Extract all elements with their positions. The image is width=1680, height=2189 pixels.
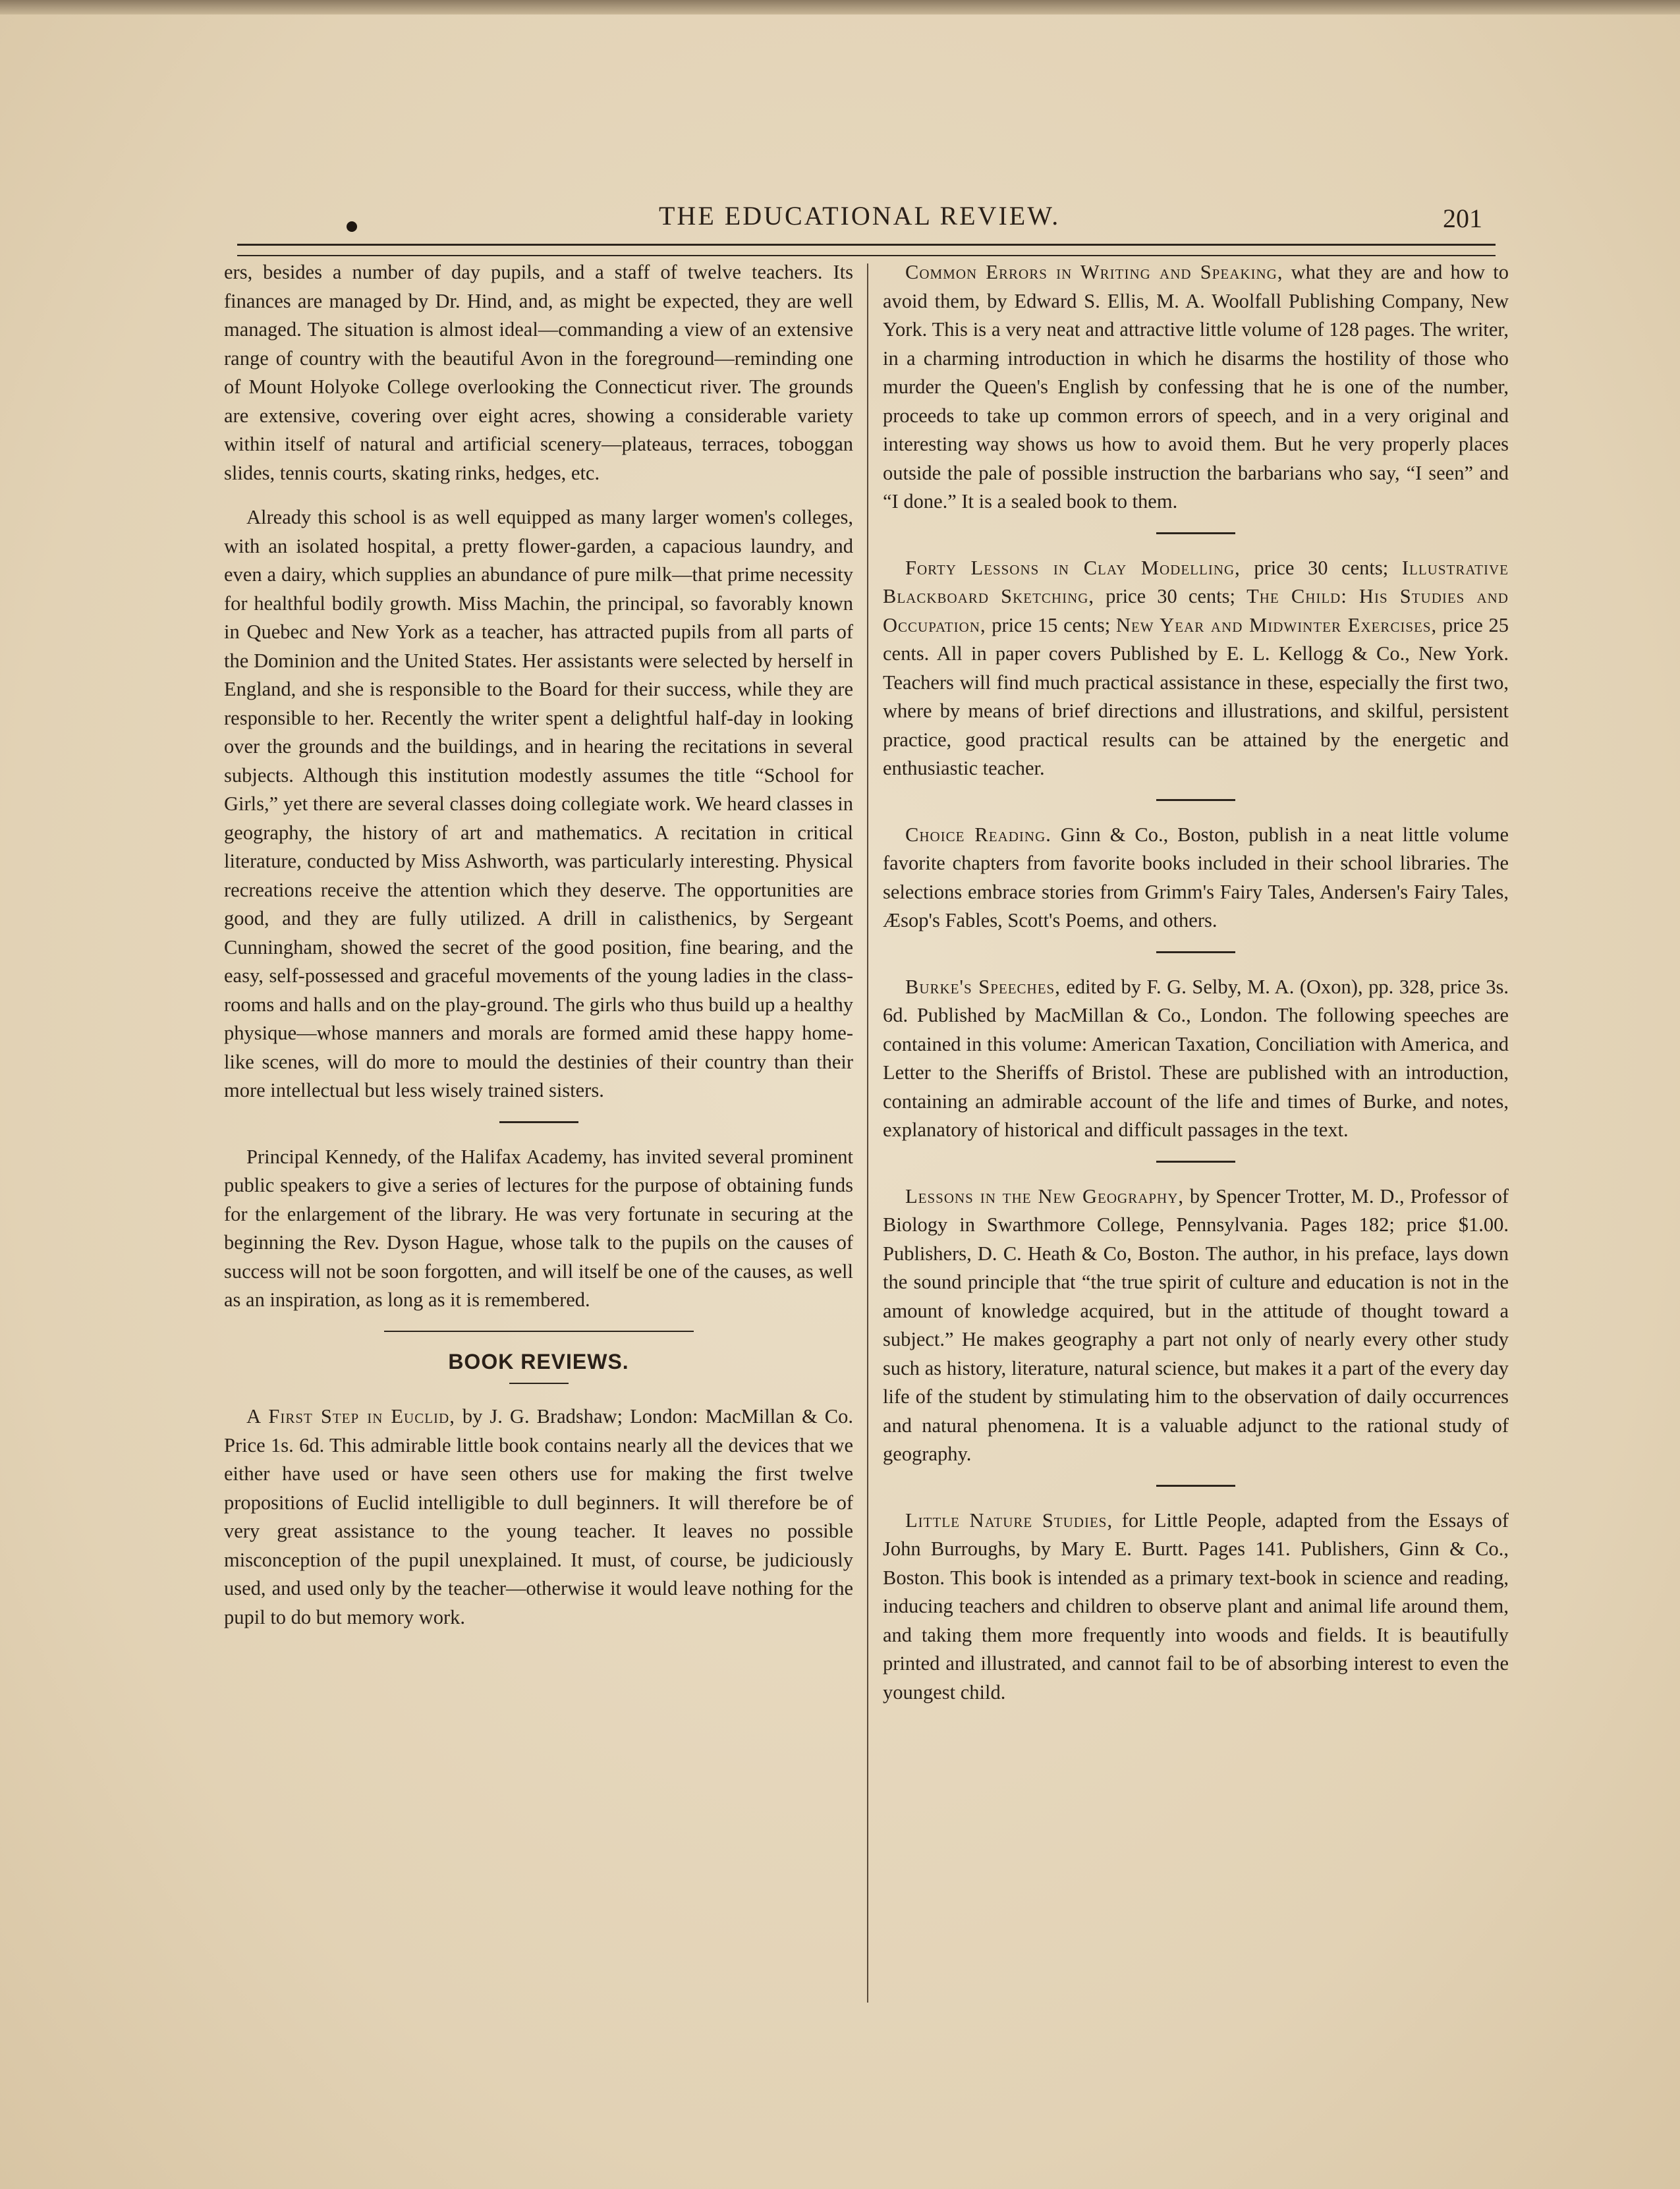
section-divider: [1156, 532, 1235, 534]
left-column: [224, 258, 853, 1648]
review-title: The Child: His Studies and Occupation,: [883, 585, 1509, 636]
ink-dot: [347, 221, 357, 232]
section-divider: [1156, 1485, 1235, 1487]
section-divider: [499, 1121, 578, 1123]
section-divider: [384, 1331, 694, 1332]
review-title: Common Errors in Writing and Speaking,: [905, 261, 1283, 283]
review-entry: [224, 1402, 853, 1632]
column-divider: [867, 263, 868, 2003]
review-title: Forty Lessons in Clay Modelling,: [905, 556, 1241, 579]
review-title: A First Step in Euclid,: [246, 1405, 455, 1427]
section-divider: [1156, 799, 1235, 801]
heading-underline: [509, 1383, 569, 1384]
header-double-rule: [237, 244, 1496, 256]
review-entry: [883, 973, 1509, 1145]
review-title: Burke's Speeches,: [905, 975, 1061, 998]
section-divider: [1156, 1161, 1235, 1163]
review-entry: [883, 258, 1509, 516]
review-entry: [883, 1182, 1509, 1469]
review-body: for Little People, adapted from the Essays of John Burroughs, by Mary E. Burtt. Pages 141. Publishers, Ginn & Co., Boston. This book is intended as a primary text-book in science and reading, inducing teachers and children to observe plant and animal life around them, and taking them more frequently into woods and fields. It is beautifully printed and illustrated, and cannot fail to be of absorbing interest to even the youngest child.: [883, 1509, 1509, 1704]
review-entry: [883, 554, 1509, 783]
book-reviews-heading: BOOK REVIEWS.: [448, 1349, 629, 1373]
review-body: by Spencer Trotter, M. D., Professor of Biology in Swarthmore College, Pennsylvania. Pages 182; price $1.00. Publishers, D. C. Heath & Co, Boston. The author, in his preface, lays down the sound principle that “the true spirit of culture and education is not in the amount of knowledge acquired, but in the attitude of thought toward a subject.” He makes geography a part not only of nearly every other study such as history, literature, natural science, but makes it a part of the every day life of the student by stimulating him to the observation of daily occurrences and natural phenomena. It is a valuable adjunct to the rational study of geography.: [883, 1184, 1509, 1465]
review-title: Choice Reading.: [905, 823, 1051, 846]
running-header: [224, 198, 1496, 237]
review-title: Lessons in the New Geography,: [905, 1184, 1184, 1207]
review-body: price 30 cents;: [1240, 556, 1402, 579]
article-paragraph: Principal Kennedy, of the Halifax Academy, has invited several prominent public speakers to give a series of lectures for the purpose of obtaining funds for the enlargement of the library. He was very fortunate in securing at the beginning the Rev. Dyson Hague, whose talk to the pupils on the causes of success will not be soon forgotten, and will itself be one of the causes, as well as an inspiration, as long as it is remembered.: [224, 1145, 853, 1311]
journal-title: THE EDUCATIONAL REVIEW.: [659, 201, 1061, 231]
review-body: price 15 cents;: [986, 613, 1116, 636]
review-entry: [883, 1507, 1509, 1707]
review-body: edited by F. G. Selby, M. A. (Oxon), pp. 328, price 3s. 6d. Published by MacMillan & Co., London. The following speeches are contained in this volume: American Taxation, Conciliation with America, and Letter to the Sheriffs of Bristol. These are published with an introduction, containing an admirable account of the life and times of Burke, and notes, explanatory of historical and difficult passages in the text.: [883, 975, 1509, 1141]
page-top-edge: [0, 0, 1680, 14]
article-paragraph: ers, besides a number of day pupils, and a staff of twelve teachers. Its finances are managed by Dr. Hind, and, as might be expected, they are well managed. The situation is almost ideal—commanding a view of an extensive range of country with the beautiful Avon in the foreground—reminding one of Mount Holyoke College overlooking the Connecticut river. The grounds are extensive, covering over eight acres, showing a considerable variety within itself of natural and artificial scenery—plateaus, terraces, toboggan slides, tennis courts, skating rinks, hedges, etc.: [224, 261, 853, 484]
right-column: [883, 258, 1509, 1723]
review-body: price 25 cents. All in paper covers Published by E. L. Kellogg & Co., New York. Teachers will find much practical assistance in these, especially the first two, where by means of brief directions and illustrations, and skilful, persistent practice, good practical results can be attained by the energetic and enthusiastic teacher.: [883, 613, 1509, 779]
review-title: Illustrative Blackboard Sketching,: [883, 556, 1509, 607]
section-divider: [1156, 951, 1235, 953]
review-body: by J. G. Bradshaw; London: MacMillan & Co. Price 1s. 6d. This admirable little book contains nearly all the devices that we either have used or have seen others use for making the first twelve propositions of Euclid intelligible to dull beginners. It will therefore be of very great assistance to the young teacher. It leaves no possible misconception of the pupil unexplained. It must, of course, be judiciously used, and used only by the teacher—otherwise it would leave nothing for the pupil to do but memory work.: [224, 1405, 853, 1628]
review-body: Ginn & Co., Boston, publish in a neat little volume favorite chapters from favorite books included in their school libraries. The selections embrace stories from Grimm's Fairy Tales, Andersen's Fairy Tales, Æsop's Fables, Scott's Poems, and others.: [883, 823, 1509, 931]
review-body: price 30 cents;: [1094, 585, 1247, 607]
page-number: 201: [1443, 204, 1482, 233]
article-paragraph: Already this school is as well equipped as many larger women's colleges, with an isolated hospital, a pretty flower-garden, a capacious laundry, and even a dairy, which supplies an abundance of pure milk—that prime necessity for healthful bodily growth. Miss Machin, the principal, so favorably known in Quebec and New York as a teacher, has attracted pupils from all parts of the Dominion and the United States. Her assistants were selected by herself in England, and she is responsible to the Board for their success, while they are responsible to her. Recently the writer spent a delightful half-day in looking over the grounds and the buildings, and in hearing the recitations in several subjects. Although this institution modestly assumes the title “School for Girls,” yet there are several classes doing collegiate work. We heard classes in geography, the history of art and mathematics. A recitation in critical literature, conducted by Miss Ashworth, was particularly interesting. Physical recreations receive the attention which they deserve. The opportunities are good, and they are fully utilized. A drill in calisthenics, by Sergeant Cunningham, showed the secret of the good position, fine bearing, and the easy, self-possessed and graceful movements of the young ladies in the class-rooms and halls and on the play-ground. The girls who thus build up a healthy physique—whose manners and morals are formed amid these happy home-like scenes, will do more to mould the destinies of their country than their more intellectual but less wisely trained sisters.: [224, 506, 853, 1101]
review-entry: [883, 821, 1509, 935]
review-body: what they are and how to avoid them, by Edward S. Ellis, M. A. Woolfall Publishing Company, New York. This is a very neat and attractive little volume of 128 pages. The writer, in a charming introduction in which he disarms the hostility of those who murder the Queen's English by confessing that he is one of the number, proceeds to take up common errors of speech, and in a very original and interesting way shows us how to avoid them. But he very properly places outside the pale of possible instruction the barbarians who say, “I seen” and “I done.” It is a sealed book to them.: [883, 261, 1509, 513]
review-title: New Year and Midwinter Exercises,: [1115, 613, 1438, 636]
review-title: Little Nature Studies,: [905, 1509, 1113, 1532]
